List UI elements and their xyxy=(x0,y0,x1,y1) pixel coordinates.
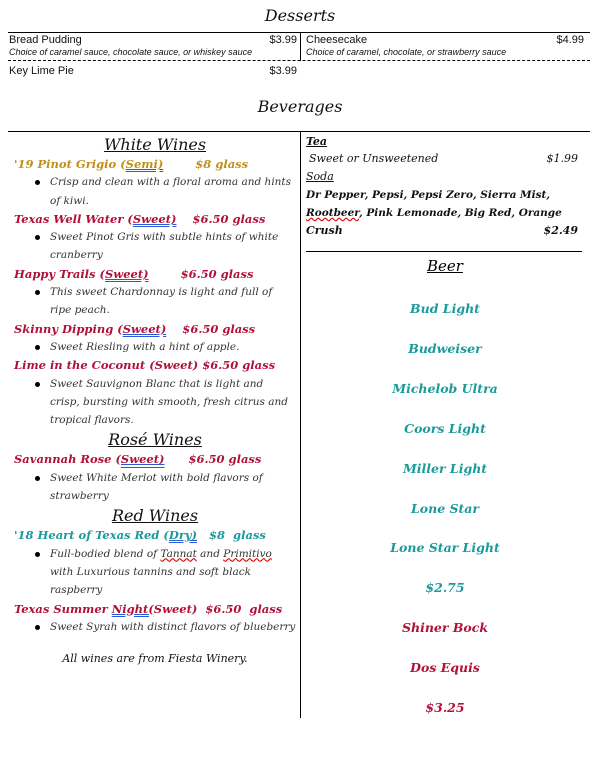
soda-price-row: Crush $2.49 xyxy=(306,224,578,237)
dessert-name: Bread Pudding xyxy=(9,34,82,46)
beer-price: $2.75 xyxy=(425,580,465,595)
wine-desc: Sweet Riesling with a hint of apple. xyxy=(14,338,296,356)
beer-item: Budweiser xyxy=(408,341,482,356)
dessert-item-cheesecake xyxy=(306,33,584,57)
dashed-divider xyxy=(8,60,590,61)
wine-desc: Sweet Pinot Gris with subtle hints of white cranberry xyxy=(14,228,296,265)
wine-item: Savannah Rose (Sweet) $6.50 glass xyxy=(14,452,262,467)
soda-heading: Soda xyxy=(306,170,334,183)
wine-list xyxy=(14,134,296,665)
beer-item: Bud Light xyxy=(410,301,480,316)
wine-item: Lime in the Coconut (Sweet) $6.50 glass xyxy=(14,358,276,373)
beer-item: Michelob Ultra xyxy=(392,381,498,396)
divider xyxy=(300,32,301,61)
beer-item: Lone Star Light xyxy=(390,540,500,555)
section-title-white-wines: White Wines xyxy=(103,135,207,154)
beer-item: Coors Light xyxy=(404,421,486,436)
divider xyxy=(306,251,582,252)
wine-item: Texas Well Water (Sweet) $6.50 glass xyxy=(14,211,266,226)
winery-note: All wines are from Fiesta Winery. xyxy=(62,652,248,666)
wine-desc: Sweet Sauvignon Blanc that is light and crisp, bursting with smooth, fresh citrus and tropical flavors. xyxy=(14,375,296,430)
dessert-price: $4.99 xyxy=(556,34,584,46)
beer-title: Beer xyxy=(427,257,463,275)
beverages-title: Beverages xyxy=(257,97,343,116)
wine-desc: This sweet Chardonnay is light and full of ripe peach. xyxy=(14,283,296,320)
beer-item: Lone Star xyxy=(410,501,479,516)
wine-item: '18 Heart of Texas Red (Dry) $8 glass xyxy=(14,528,266,543)
section-title-red-wines: Red Wines xyxy=(111,506,199,526)
wine-desc: Sweet White Merlot with bold flavors of strawberry xyxy=(14,469,296,506)
beer-item: Shiner Bock xyxy=(401,620,489,635)
beer-item: Dos Equis xyxy=(410,660,480,675)
dessert-name: Key Lime Pie xyxy=(9,65,74,77)
wine-desc: Sweet Syrah with distinct flavors of blueberry xyxy=(14,618,296,636)
desserts-title: Desserts xyxy=(264,6,336,25)
tea-heading: Tea xyxy=(306,135,328,148)
wine-item: Texas Summer Night(Sweet) $6.50 glass xyxy=(14,601,283,616)
wine-item: '19 Pinot Grigio (Semi) $8 glass xyxy=(14,157,249,171)
wine-item: Happy Trails (Sweet) $6.50 glass xyxy=(14,266,254,281)
wine-desc: Full-bodied blend of Tannat and Primitivo with Luxurious tannins and soft black raspberry xyxy=(14,545,296,600)
dessert-price: $3.99 xyxy=(269,34,297,46)
wine-desc: Crisp and clean with a floral aroma and hints of kiwi. xyxy=(14,173,296,210)
dessert-name: Cheesecake xyxy=(306,34,368,46)
dessert-price: $3.99 xyxy=(269,65,297,77)
beer-price: $3.25 xyxy=(425,700,465,715)
wine-item: Skinny Dipping (Sweet) $6.50 glass xyxy=(14,321,256,336)
soda-items: Dr Pepper, Pepsi, Pepsi Zero, Sierra Mist, Rootbeer, Pink Lemonade, Big Red, Orange xyxy=(306,189,562,219)
section-title-rose-wines: Rosé Wines xyxy=(108,430,202,450)
beer-item: Miller Light xyxy=(402,461,488,476)
dessert-item-key-lime-pie xyxy=(9,62,297,80)
divider xyxy=(8,131,590,132)
dessert-desc: Choice of caramel sauce, chocolate sauce, or whiskey sauce xyxy=(9,47,253,57)
non-alcoholic-drinks xyxy=(306,134,582,240)
dessert-item-bread-pudding xyxy=(9,33,297,57)
dessert-desc: Choice of caramel, chocolate, or strawberry sauce xyxy=(306,47,507,57)
tea-item: Sweet or Unsweetened $1.99 xyxy=(309,152,578,165)
